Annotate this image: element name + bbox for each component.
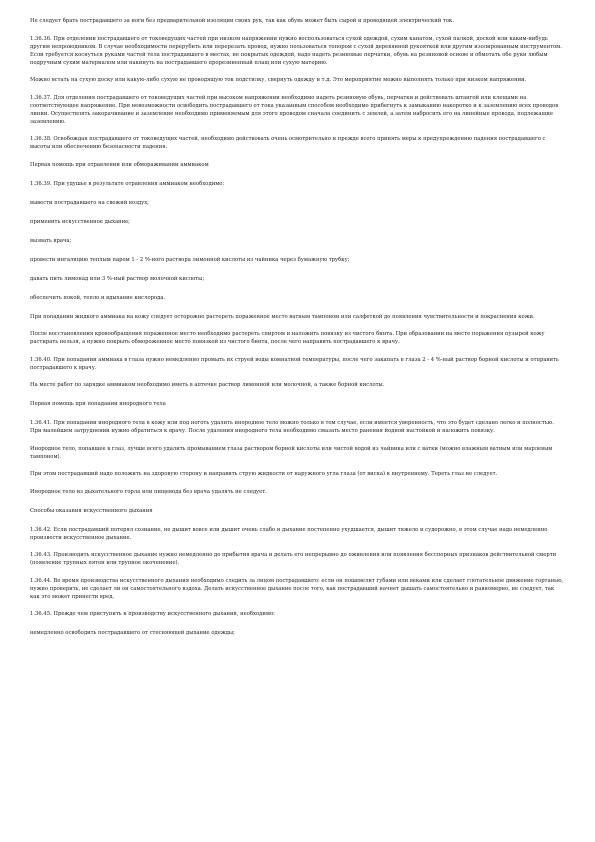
paragraph-eye-foreign-body: Инородное тело, попавшее в глаз, лучше всего удалить промыванием глаза раствором борной кислоты или чистой водой из чайника или с ватки (можно влажным ватным или марлевым тампоном).: [30, 445, 553, 460]
list-item-rest: обеспечить покой, тепло и вдыхание кислорода.: [30, 294, 166, 301]
paragraph-1-36-44: 1.36.44. Во время производства искусственного дыхания необходимо следить за лицом пострадавшего: если он пошевелит губами или веками или сделает глотательное движение гортанью, нужно проверить, не сделает ли он самостоятельного вздоха. Делать искусственное дыхание после того, как пострадавший начнет дышать самостоятельно и равномерно, не следует, так как это может принести вред.: [30, 577, 564, 600]
paragraph-1-36-43: 1.36.43. Производить искусственное дыхание нужно немедленно до прибытия врача и делать его непрерывно до оживления или появления бесспорных признаков действительной смерти (появление трупных пятен или трупное окоченение).: [30, 552, 557, 566]
paragraph-throat-foreign-body: Инородное тело из дыхательного горла или пищевода без врача удалять не следует.: [30, 488, 267, 495]
section-heading-ammonia: Первая помощь при отравлении или обмораживании аммиаком: [30, 161, 209, 168]
paragraph-1-36-40: 1.36.40. При попадании аммиака в глаза нужно немедленно промыть их струей воды комнатной температуры, после чего закапать в глаза 2 - 4 %-ный раствор борной кислоты и отправить пострадавшего к врачу.: [30, 356, 559, 371]
paragraph-eye-rinse-direction: При этом пострадавший надо положить на здоровую сторону и направить струю жидкости от наружного угла глаза (от виска) к внутреннему. Тереть глаз не следует.: [30, 471, 498, 477]
paragraph-1-36-37: 1.36.37. Для отделения пострадавшего от токоведущих частей при высоком напряжении необходимо надеть резиновую обувь, перчатки и действовать штангой или клещами на соответствующее напряжение. При невозможности освободить пострадавшего от тока указанным способом необходимо прибегнуть к замыканию накоротко и к заземлению всех проводов линии. Осуществлять закорачивание и заземление необходимо применяемым для этого проводом сначала соединить с землей, а затем набросить его на линейные провода, подлежащие заземлению.: [30, 94, 559, 125]
paragraph-footwear-warning: Не следует брать пострадавшего за ноги без предварительной изоляции своих рук, так как обувь может быть сырой и проводящей электрический ток.: [30, 18, 454, 24]
list-item-drink: давать пить лимонад или 3 %-ный раствор молочной кислоты;: [30, 275, 205, 282]
paragraph-1-36-39: 1.36.39. При удушье в результате отравления аммиаком необходимо:: [30, 180, 225, 187]
list-item-fresh-air: вывести пострадавшего на свежий воздух;: [30, 199, 149, 206]
section-heading-foreign-body: Первая помощь при попадании инородного тела: [30, 401, 166, 407]
paragraph-1-36-36: 1.36.36. При отделении пострадавшего от токоведущих частей при низком напряжении нужно воспользоваться сухой одеждой, сухим канатом, сухой палкой, доской или каким-нибудь другим непроводником. В случае необходимости перерубить или перерезать провод, нужно пользоваться топором с сухой деревянной рукояткой или другим изолированным инструментом. Если требуется коснуться руками частей тела пострадавшего в местах, не покрытых одеждой, надо надеть резиновые перчатки, обувь на резиновой основе и обмотать обе руки любым подручным сухим материалом или накинуть на пострадавшего прорезиненный плащ или сухую материю.: [30, 35, 562, 66]
section-heading-artificial-respiration: Способы оказания искусственного дыхания: [30, 507, 153, 514]
list-item-inhalation: провести ингаляцию теплым паром 1 - 2 %-ного раствора лимонной кислоты из чайника через бумажную трубку;: [30, 256, 350, 263]
paragraph-dry-board: Можно встать на сухую доску или какую-либо сухую не проводящую ток подстилку, свернуть одежду и т.д. Это мероприятие можно выполнять только при низком напряжении.: [30, 77, 527, 83]
list-item-call-doctor: вызвать врача;: [30, 237, 72, 244]
paragraph-liquid-ammonia-skin: При попадании жидкого аммиака на кожу следует осторожно растереть пораженное место ватным тампоном или салфеткой до появления чувствительности и покраснения кожи.: [30, 313, 535, 320]
paragraph-1-36-42: 1.36.42. Если пострадавший потерял сознание, не дышит вовсе или дышит очень слабо и дыхание постепенно ухудшается, дышит тяжело и судорожно, в этом случае надо немедленно произвести искусственное дыхание.: [30, 526, 548, 541]
paragraph-1-36-41: 1.36.41. При попадании инородного тела в кожу или под ноготь удалить инородное тело можно только в том случае, если имеется уверенность, что это будет сделано легко и полностью. При малейшем затруднении нужно обратиться к врачу. После удаления инородного тела необходимо смазать место ранения йодной настойкой и наложить повязку.: [30, 420, 554, 434]
paragraph-circulation-restored: После восстановления кровообращения пораженное место необходимо растереть спиртом и наложить повязку из чистого бинта. При образовании на месте поражения пузырей кожу растирать нельзя, а нужно покрыть обмороженное место повязкой из чистого бинта, после чего направить пострадавшего к врачу.: [30, 331, 545, 345]
list-item-artificial-respiration: применить искусственное дыхание;: [30, 218, 130, 225]
paragraph-1-36-38: 1.36.38. Освобождая пострадавшего от токоведущих частей, необходимо действовать очень осмотрительно и прежде всего принять меры к предупреждению падения пострадавшего с высоты или обеспечению безопасности падения.: [30, 136, 546, 150]
paragraph-first-aid-kit: На месте работ по зарядке аммиаком необходимо иметь в аптечке раствор лимонной или молочной, а также борной кислоты.: [30, 382, 385, 388]
paragraph-1-36-45: 1.36.45. Прежде чем приступить к производству искусственного дыхания, необходимо:: [30, 611, 275, 617]
list-item-loosen-clothing: немедленно освободить пострадавшего от стесняющей дыхание одежды;: [30, 630, 235, 636]
